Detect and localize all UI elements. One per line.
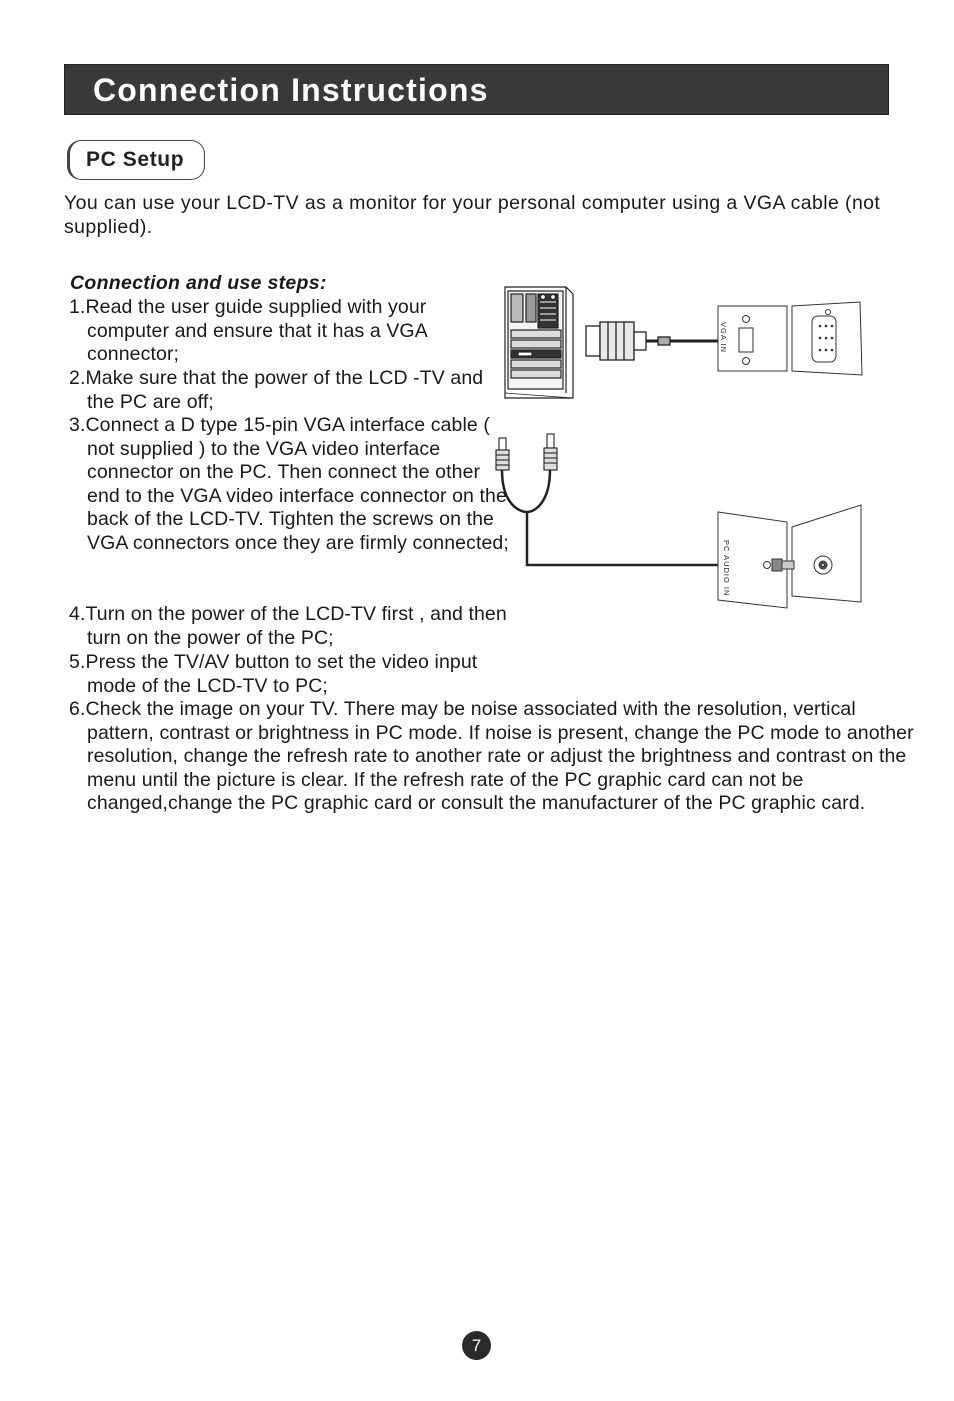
page-title: Connection Instructions [93, 72, 489, 108]
section-badge [67, 140, 205, 180]
step-item: 4.Turn on the power of the LCD-TV first , and then turn on the power of the PC; [69, 603, 507, 649]
page-number: 7 [462, 1331, 491, 1360]
connection-diagram [490, 280, 880, 610]
step-item: 5.Press the TV/AV button to set the video input mode of the LCD-TV to PC; [69, 651, 478, 697]
step-item: 3.Connect a D type 15-pin VGA interface cable ( not supplied ) to the VGA video interface connector on the PC. Then connect the other end to the VGA video interface connector on the back of the LCD-TV. Tighten the screws on the VGA connectors once they are firmly connected; [69, 414, 509, 554]
vga-port-label: VGA IN [719, 322, 728, 354]
audio-port-label: PC AUDIO IN [722, 540, 731, 597]
tv-audio-panel-icon [718, 505, 861, 608]
step-item: 1.Read the user guide supplied with your computer and ensure that it has a VGA connector; [69, 296, 427, 366]
tv-vga-panel-icon [718, 302, 862, 375]
audio-plugs-icon [496, 434, 557, 470]
steps-heading: Connection and use steps: [70, 272, 327, 294]
intro-paragraph: You can use your LCD-TV as a monitor for your personal computer using a VGA cable (not supplied). [64, 192, 881, 238]
header-bar [64, 64, 889, 115]
step-item: 6.Check the image on your TV. There may be noise associated with the resolution, vertical pattern, contrast or brightness in PC mode. If noise is present, change the PC mode to another resolution, change the refresh rate to another rate or adjust the brightness and contrast on the menu until the picture is clear. If the refresh rate of the PC graphic card can not be changed,change the PC graphic card or consult the manufacturer of the PC graphic card. [69, 698, 914, 815]
section-title: PC Setup [86, 148, 185, 171]
pc-tower-icon [505, 287, 573, 398]
step-item: 2.Make sure that the power of the LCD -TV and the PC are off; [69, 367, 484, 413]
